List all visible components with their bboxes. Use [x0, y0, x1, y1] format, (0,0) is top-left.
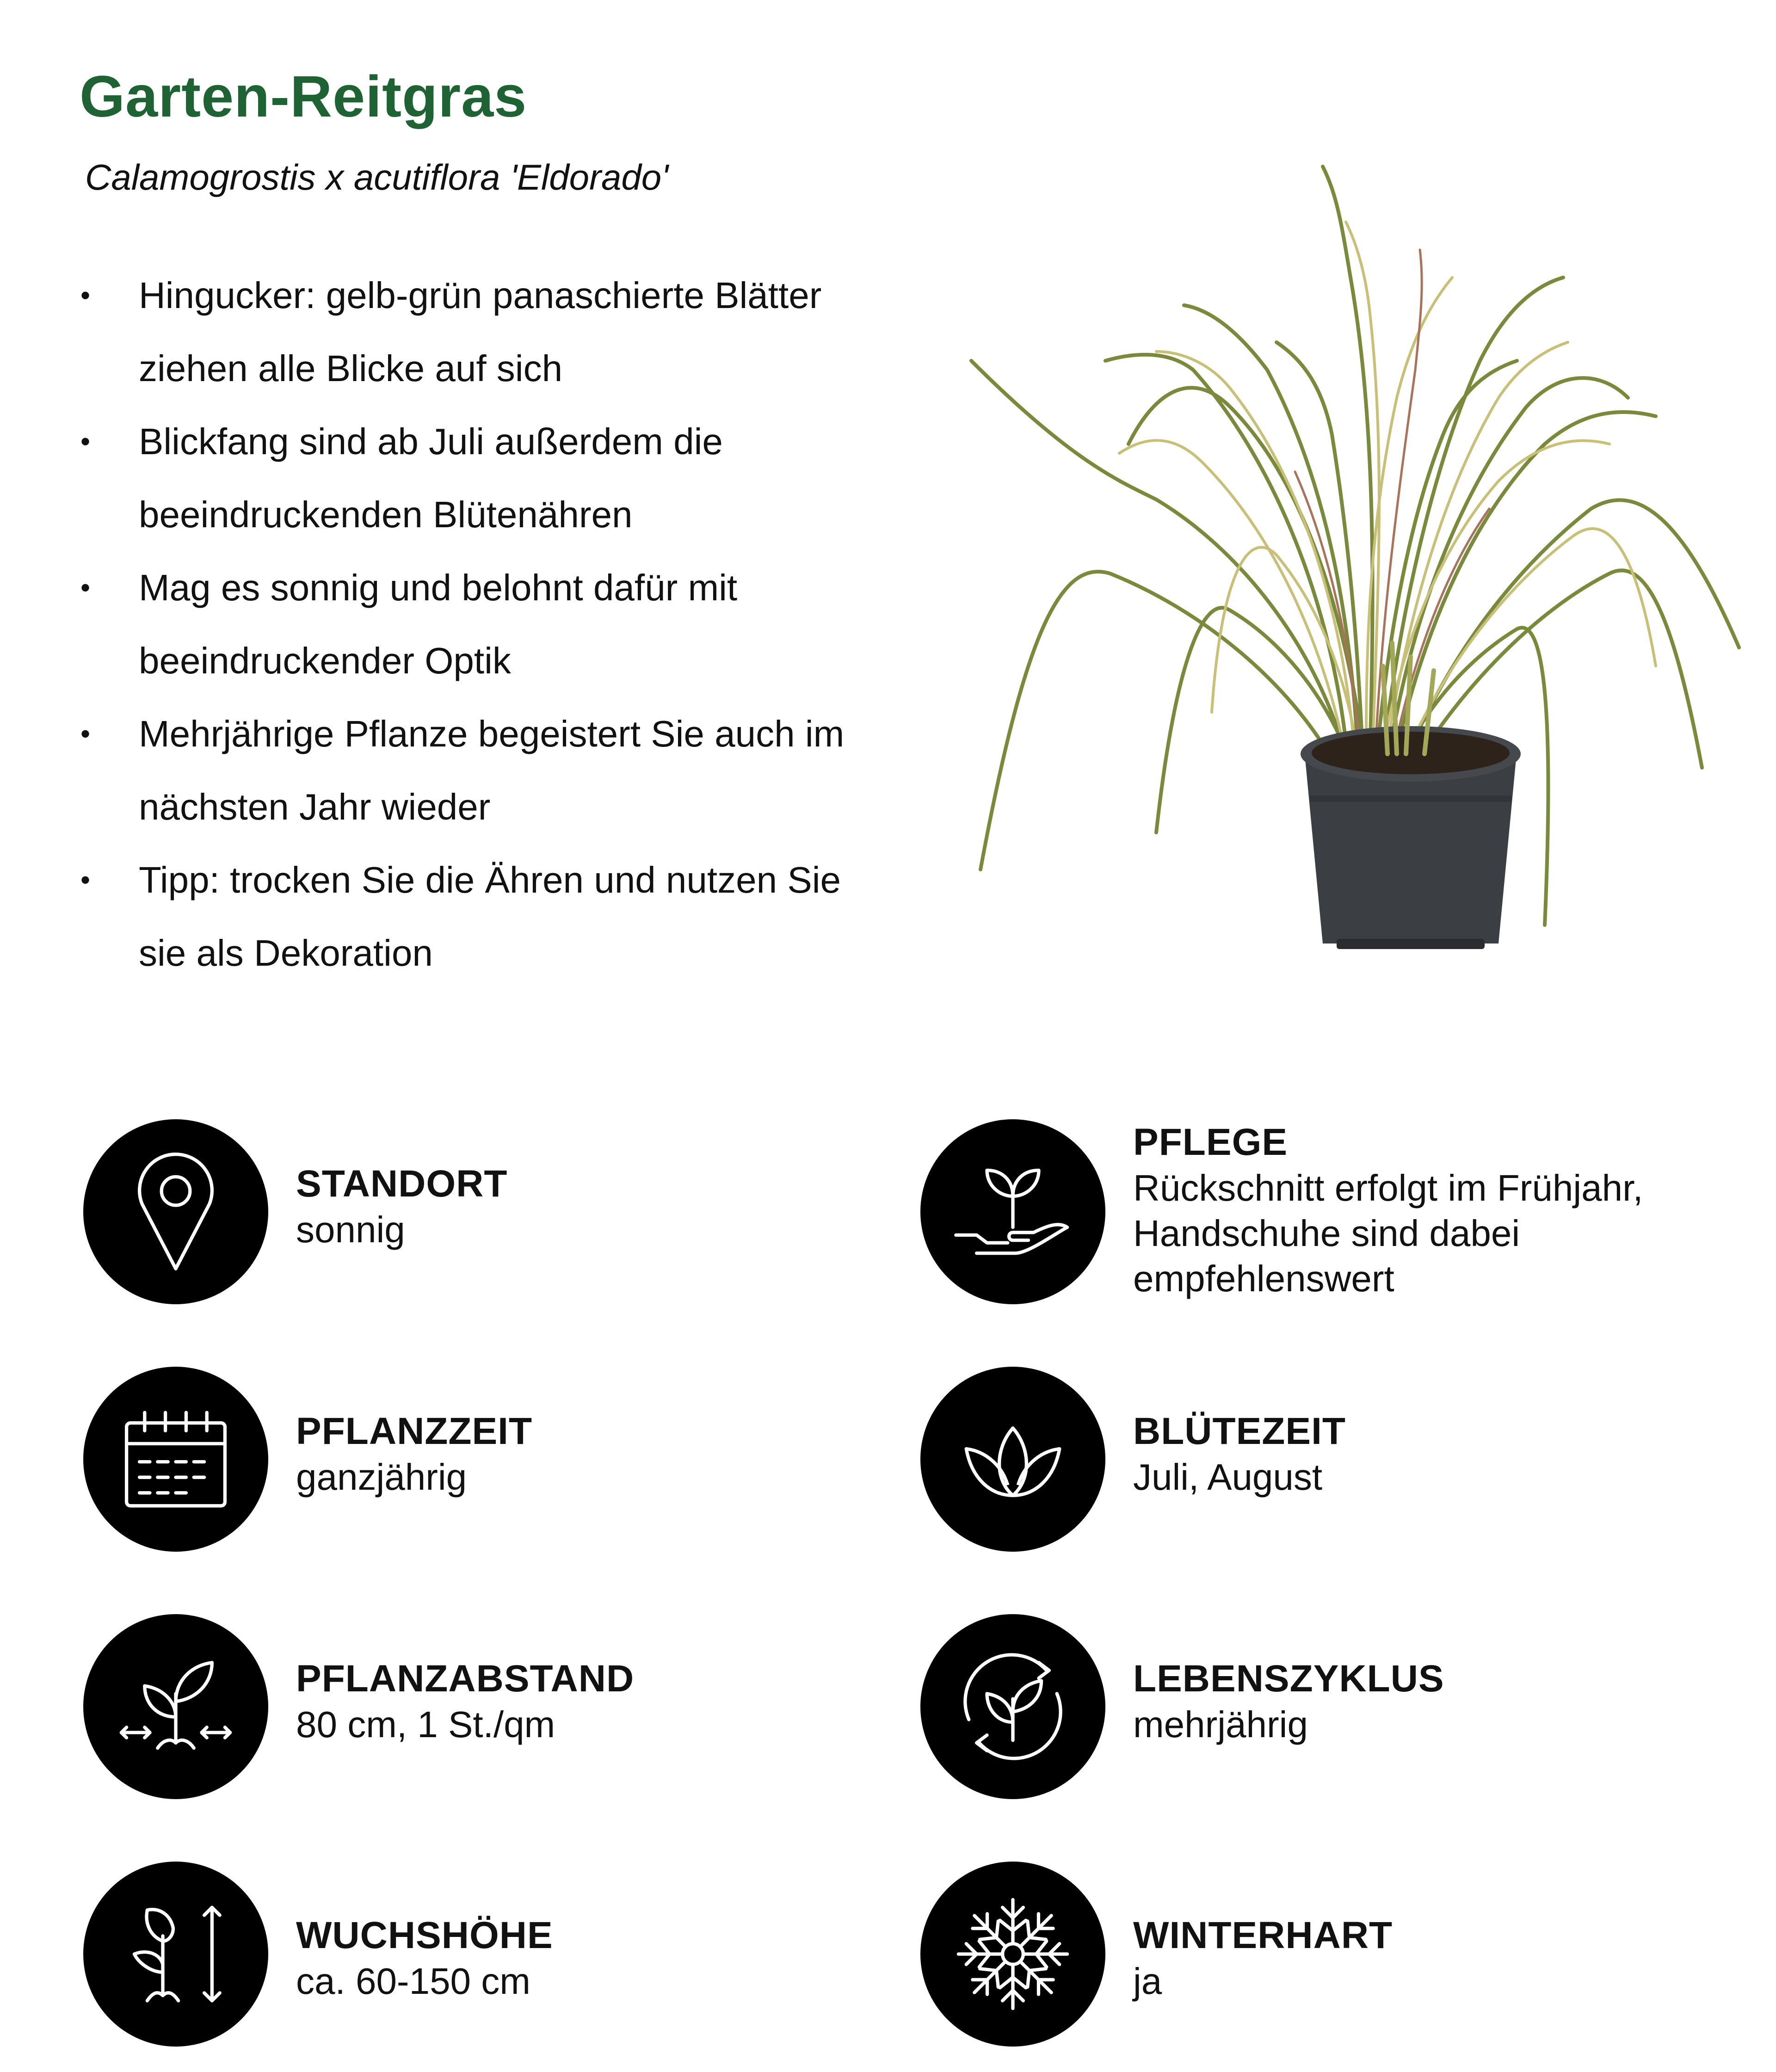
pflege-value: Handschuhe sind dabei — [1133, 1213, 1520, 1254]
info-pflege — [920, 1119, 1643, 1304]
pflanzabstand-value: 80 cm, 1 St./qm — [296, 1704, 555, 1745]
bullet-icon: • — [80, 572, 91, 603]
calendar-icon — [83, 1367, 268, 1552]
standort-label: STANDORT — [296, 1163, 508, 1205]
wuchshoehe-label: WUCHSHÖHE — [296, 1914, 553, 1956]
feature-item — [80, 844, 958, 990]
info-standort — [83, 1119, 507, 1304]
feature-line: ziehen alle Blicke auf sich — [139, 348, 563, 389]
product-latin-name: Calamogrostis x acutiflora 'Eldorado' — [85, 157, 669, 197]
plant-cycle-icon — [920, 1614, 1105, 1799]
winterhart-label: WINTERHART — [1133, 1914, 1393, 1956]
location-pin-icon — [83, 1119, 268, 1304]
feature-item — [80, 259, 958, 405]
info-wuchshoehe — [83, 1862, 553, 2047]
lotus-flower-icon — [920, 1367, 1105, 1552]
feature-list — [80, 259, 958, 990]
pflanzzeit-value: ganzjährig — [296, 1456, 467, 1498]
plant-spacing-icon — [83, 1614, 268, 1799]
snowflake-icon — [920, 1862, 1105, 2047]
feature-line: beeindruckender Optik — [139, 640, 511, 681]
info-pflanzzeit — [83, 1367, 532, 1552]
feature-item — [80, 551, 958, 697]
info-winterhart — [920, 1862, 1393, 2047]
wuchshoehe-value: ca. 60-150 cm — [296, 1961, 530, 2002]
plant-image — [953, 111, 1758, 971]
bullet-icon: • — [80, 426, 91, 457]
lebenszyklus-label: LEBENSZYKLUS — [1133, 1658, 1444, 1700]
feature-line: beeindruckenden Blütenähren — [139, 494, 633, 535]
feature-line: Blickfang sind ab Juli außerdem die — [139, 421, 723, 462]
plant-height-icon — [83, 1862, 268, 2047]
pflege-value: empfehlenswert — [1133, 1258, 1394, 1299]
hand-seedling-icon — [920, 1119, 1105, 1304]
feature-line: Tipp: trocken Sie die Ähren und nutzen Sie — [139, 859, 841, 900]
feature-line: sie als Dekoration — [139, 932, 433, 974]
bullet-icon: • — [80, 864, 91, 895]
winterhart-value: ja — [1133, 1961, 1162, 2002]
pflanzabstand-label: PFLANZABSTAND — [296, 1658, 635, 1700]
standort-value: sonnig — [296, 1209, 405, 1250]
bullet-icon: • — [80, 718, 91, 749]
info-pflanzabstand — [83, 1614, 634, 1799]
product-title: Garten-Reitgras — [80, 64, 527, 129]
bullet-icon: • — [80, 280, 91, 311]
bluetezeit-value: Juli, August — [1133, 1456, 1323, 1498]
lebenszyklus-value: mehrjährig — [1133, 1704, 1308, 1745]
feature-line: nächsten Jahr wieder — [139, 786, 491, 827]
feature-line: Mehrjährige Pflanze begeistert Sie auch im — [139, 713, 845, 754]
feature-line: Mag es sonnig und belohnt dafür mit — [139, 567, 738, 608]
bluetezeit-label: BLÜTEZEIT — [1133, 1410, 1346, 1452]
feature-item — [80, 697, 958, 844]
pflege-label: PFLEGE — [1133, 1121, 1288, 1163]
pflanzzeit-label: PFLANZZEIT — [296, 1410, 533, 1452]
info-bluetezeit — [920, 1367, 1346, 1552]
feature-item — [80, 405, 958, 551]
info-lebenszyklus — [920, 1614, 1444, 1799]
feature-line: Hingucker: gelb-grün panaschierte Blätter — [139, 275, 822, 316]
pflege-value: Rückschnitt erfolgt im Frühjahr, — [1133, 1167, 1643, 1209]
